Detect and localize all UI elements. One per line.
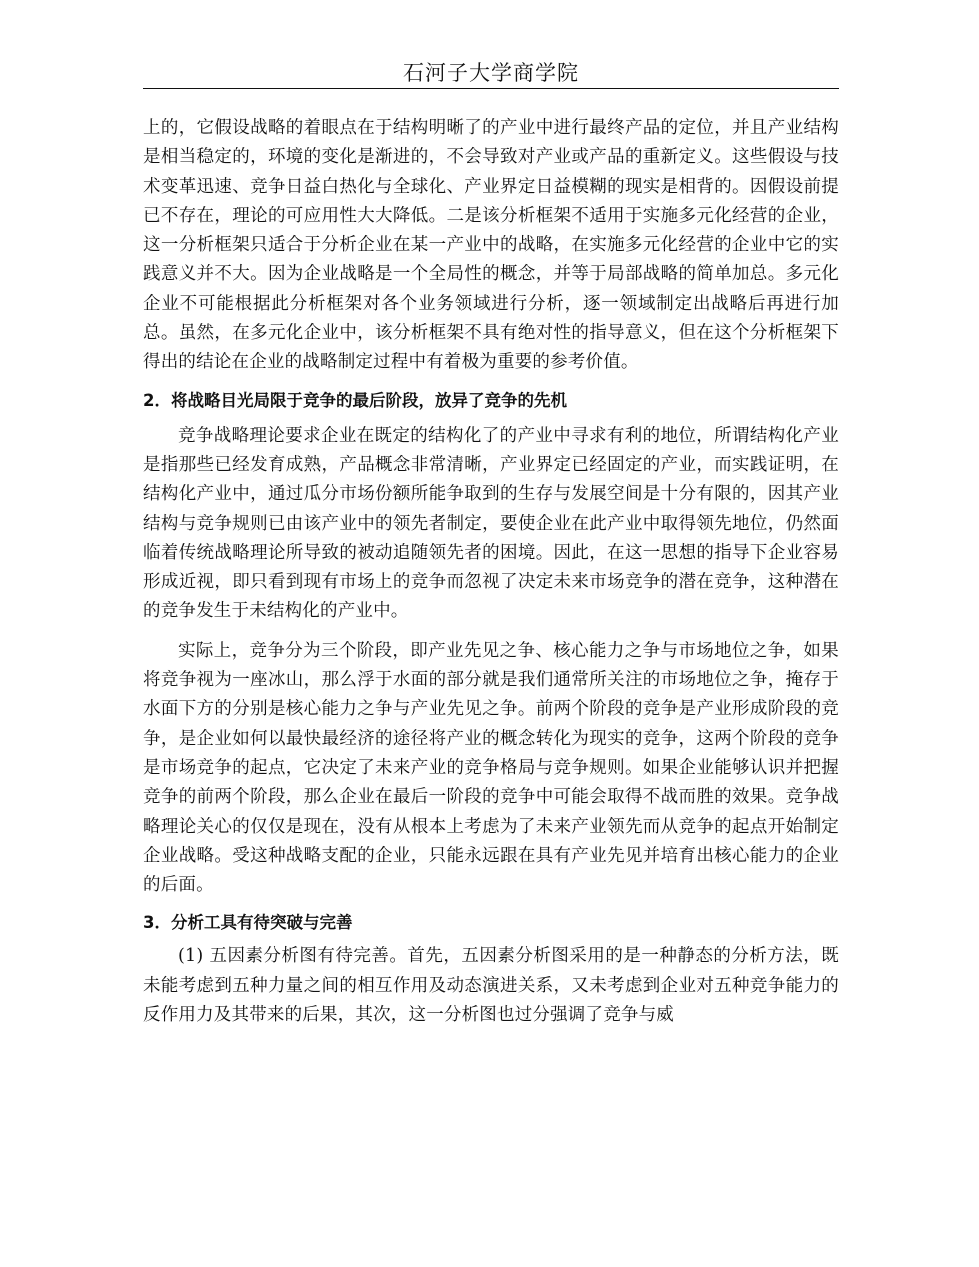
document-body: [143, 114, 839, 1030]
paragraph-4: (1) 五因素分析图有待完善。首先，五因素分析图采用的是一种静态的分析方法，既未能考虑到五种力量之间的相互作用及动态演进关系，又未考虑到企业对五种竞争能力的反作用力及其带来的后果，其次，这一分析图也过分强调了竞争与威: [143, 946, 839, 1026]
section-heading-3: 3．分析工具有待突破与完善: [143, 913, 353, 933]
page-header-title: 石河子大学商学院: [403, 61, 579, 85]
section-heading-2: 2．将战略目光局限于竞争的最后阶段，放异了竞争的先机: [143, 390, 567, 410]
paragraph-1: 上的，它假设战略的着眼点在于结构明晰了的产业中进行最终产品的定位，并且产业结构是相当稳定的，环境的变化是渐进的，不会导致对产业或产品的重新定义。这些假设与技术变革迅速、竞争日益白热化与全球化、产业界定日益模糊的现实是相背的。因假设前提已不存在，理论的可应用性大大降低。二是该分析框架不适用于实施多元化经营的企业，这一分析框架只适合于分析企业在某一产业中的战略，在实施多元化经营的企业中它的实践意义并不大。因为企业战略是一个全局性的概念，并等于局部战略的简单加总。多元化企业不可能根据此分析框架对各个业务领域进行分析，逐一领域制定出战略后再进行加总。虽然，在多元化企业中，该分析框架不具有绝对性的指导意义，但在这个分析框架下得出的结论在企业的战略制定过程中有着极为重要的参考价值。: [143, 118, 839, 373]
header-divider: [143, 88, 839, 89]
paragraph-3: 实际上，竞争分为三个阶段，即产业先见之争、核心能力之争与市场地位之争，如果将竞争视为一座冰山，那么浮于水面的部分就是我们通常所关注的市场地位之争，掩存于水面下方的分别是核心能力之争与产业先见之争。前两个阶段的竞争是产业形成阶段的竞争，是企业如何以最快最经济的途径将产业的概念转化为现实的竞争，这两个阶段的竞争是市场竞争的起点，它决定了未来产业的竞争格局与竞争规则。如果企业能够认识并把握竞争的前两个阶段，那么企业在最后一阶段的竞争中可能会取得不战而胜的效果。竞争战略理论关心的仅仅是现在，没有从根本上考虑为了未来产业领先而从竞争的起点开始制定企业战略。受这种战略支配的企业，只能永远跟在具有产业先见并培育出核心能力的企业的后面。: [143, 640, 839, 896]
paragraph-2: 竞争战略理论要求企业在既定的结构化了的产业中寻求有利的地位，所谓结构化产业是指那些已经发育成熟，产品概念非常清晰，产业界定已经固定的产业，而实践证明，在结构化产业中，通过瓜分市场份额所能争取到的生存与发展空间是十分有限的，因其产业结构与竞争规则已由该产业中的领先者制定，要使企业在此产业中取得领先地位，仍然面临着传统战略理论所导致的被动追随领先者的困境。因此，在这一思想的指导下企业容易形成近视，即只看到现有市场上的竞争而忽视了决定未来市场竞争的潜在竞争，这种潜在的竞争发生于未结构化的产业中。: [143, 425, 839, 622]
